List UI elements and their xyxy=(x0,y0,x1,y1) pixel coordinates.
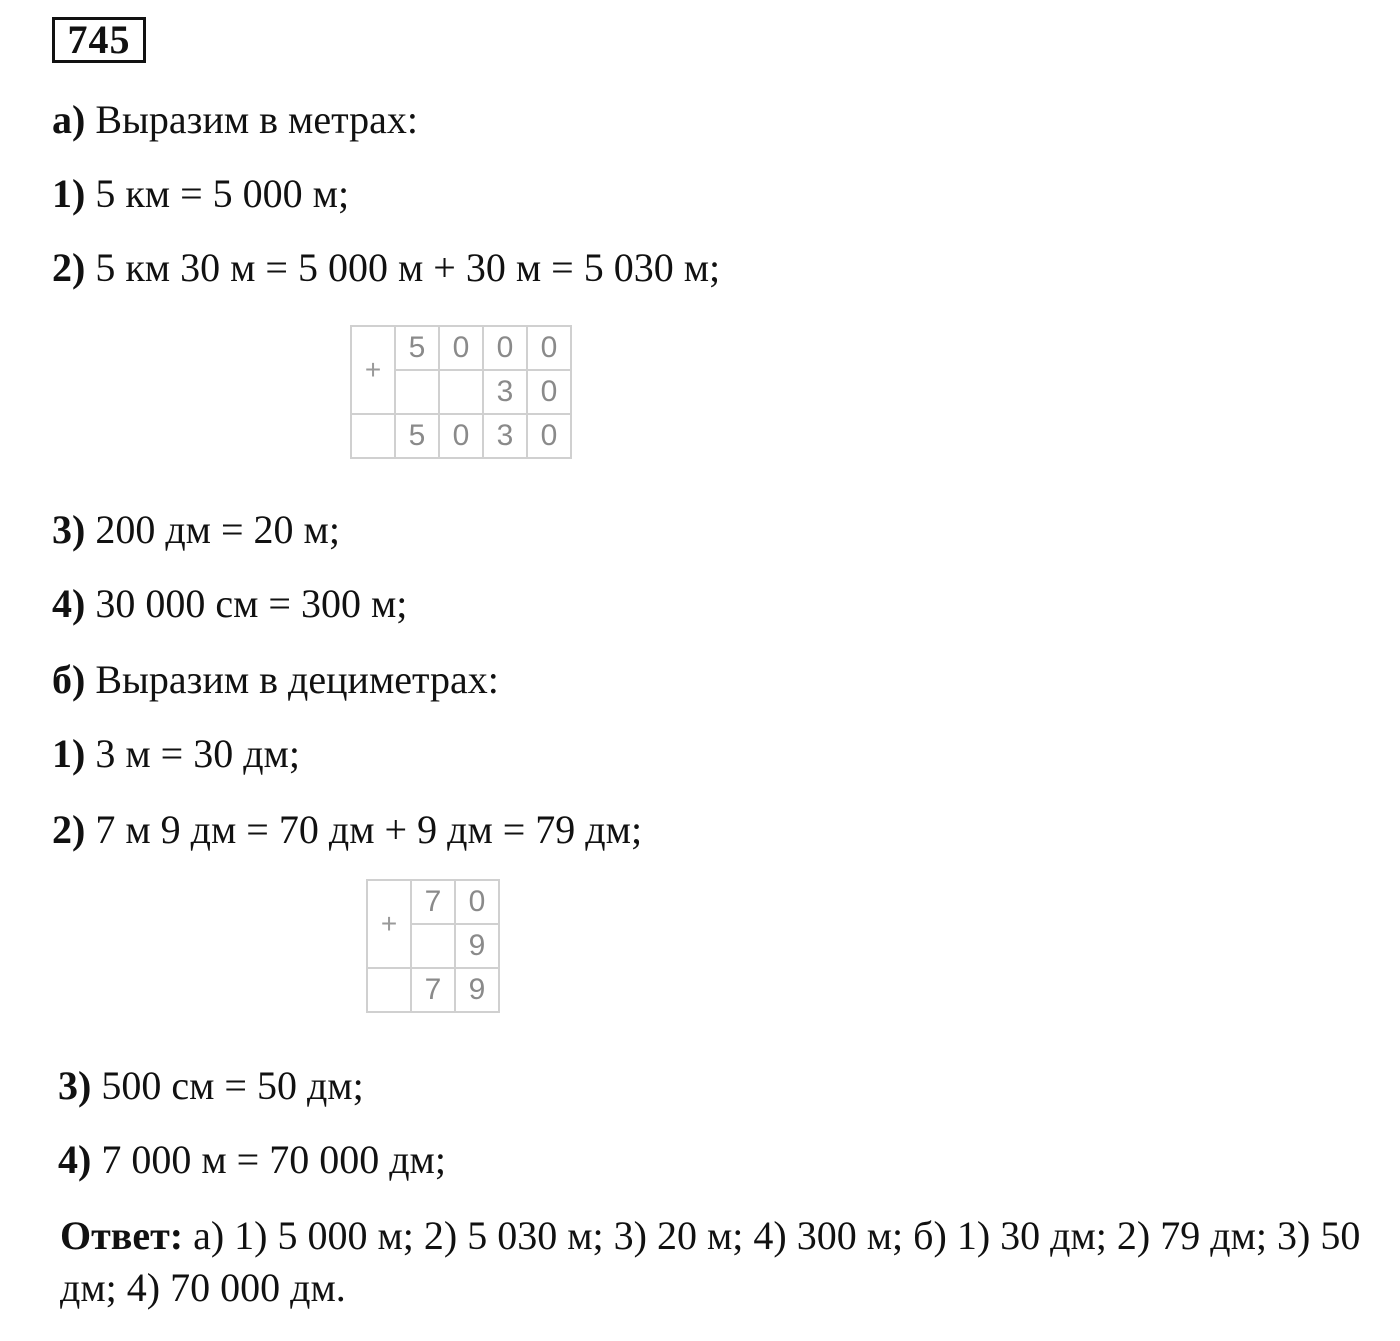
item-text: 3 м = 30 дм; xyxy=(95,731,300,776)
column-addition-b xyxy=(366,879,500,1013)
digit-cell: 3 xyxy=(483,370,527,414)
digit-cell xyxy=(411,924,455,968)
item-label: 2) xyxy=(52,807,86,852)
item-a-4 xyxy=(52,580,407,628)
digit-cell: 0 xyxy=(483,326,527,370)
item-label: 4) xyxy=(58,1137,92,1182)
heading-a-text: Выразим в метрах: xyxy=(95,97,418,142)
digit-cell xyxy=(439,370,483,414)
plus-operator: + xyxy=(351,326,395,414)
item-b-3 xyxy=(58,1062,364,1110)
column-addition-a xyxy=(350,325,572,459)
digit-cell: 0 xyxy=(439,326,483,370)
item-a-1 xyxy=(52,170,349,218)
item-label: 2) xyxy=(52,245,86,290)
answer xyxy=(60,1210,1380,1314)
item-label: 1) xyxy=(52,731,86,776)
digit-cell: 0 xyxy=(527,326,571,370)
item-label: 1) xyxy=(52,171,86,216)
plus-operator: + xyxy=(367,880,411,968)
item-b-4 xyxy=(58,1136,446,1184)
item-text: 5 км = 5 000 м; xyxy=(95,171,350,216)
item-a-3 xyxy=(52,506,340,554)
answer-text: а) 1) 5 000 м; 2) 5 030 м; 3) 20 м; 4) 300 м; б) 1) 30 дм; 2) 79 дм; 3) 50 дм; 4) 70 000 дм. xyxy=(60,1213,1361,1310)
digit-cell: 0 xyxy=(455,880,499,924)
result-cell: 9 xyxy=(455,968,499,1012)
result-cell: 5 xyxy=(395,414,439,458)
item-text: 7 м 9 дм = 70 дм + 9 дм = 79 дм; xyxy=(95,807,643,852)
digit-cell: 7 xyxy=(411,880,455,924)
heading-a-label: а) xyxy=(52,97,86,142)
item-b-1 xyxy=(52,730,300,778)
empty-cell xyxy=(367,968,411,1012)
item-label: 3) xyxy=(58,1063,92,1108)
answer-label: Ответ: xyxy=(60,1213,184,1258)
item-text: 30 000 см = 300 м; xyxy=(95,581,408,626)
item-text: 200 дм = 20 м; xyxy=(95,507,340,552)
item-text: 5 км 30 м = 5 000 м + 30 м = 5 030 м; xyxy=(95,245,721,290)
heading-a xyxy=(52,96,418,144)
item-text: 500 см = 50 дм; xyxy=(101,1063,364,1108)
item-b-2 xyxy=(52,806,642,854)
digit-cell: 5 xyxy=(395,326,439,370)
item-a-2 xyxy=(52,244,720,292)
result-cell: 3 xyxy=(483,414,527,458)
digit-cell: 0 xyxy=(527,370,571,414)
digit-cell xyxy=(395,370,439,414)
result-cell: 0 xyxy=(439,414,483,458)
item-text: 7 000 м = 70 000 дм; xyxy=(101,1137,446,1182)
task-number: 745 xyxy=(52,17,146,63)
item-label: 4) xyxy=(52,581,86,626)
item-label: 3) xyxy=(52,507,86,552)
digit-cell: 9 xyxy=(455,924,499,968)
heading-b xyxy=(52,656,499,704)
result-cell: 7 xyxy=(411,968,455,1012)
heading-b-label: б) xyxy=(52,657,86,702)
heading-b-text: Выразим в дециметрах: xyxy=(95,657,499,702)
result-cell: 0 xyxy=(527,414,571,458)
empty-cell xyxy=(351,414,395,458)
